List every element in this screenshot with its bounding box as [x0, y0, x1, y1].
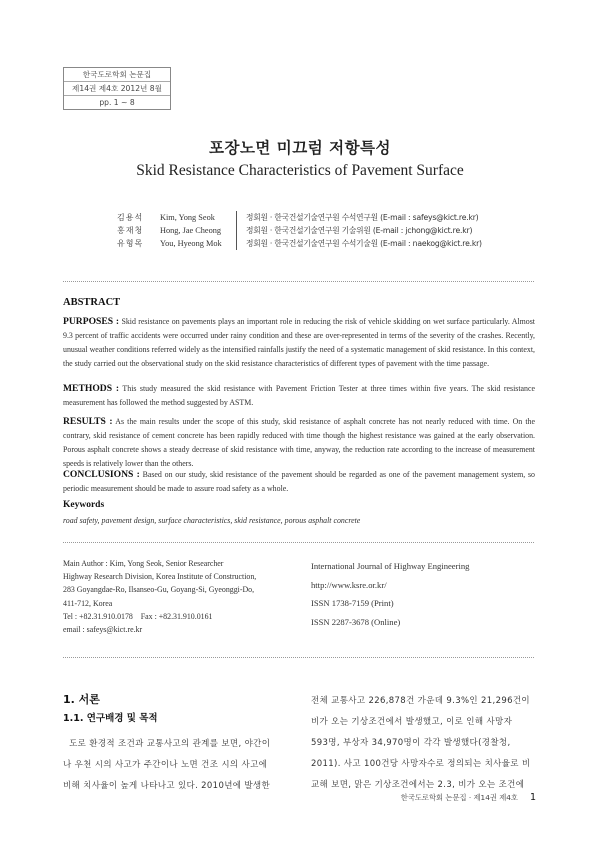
title-korean: 포장노면 미끄럼 저항특성 [209, 139, 391, 157]
contact-line: 411-712, Korea [63, 598, 113, 608]
results-text: As the main results under the scope of this study, skid resistance of asphalt concrete has not nearly reduced with time. On the contrary, skid resistance of cement concrete has been rapidly reduced with time though the highest resistance was gained at the early observation. Porous asphalt concrete shows a steady decrease of skid resistance with time, anyway, the reduction rate according to the increase of measurement speeds is relatively lower than the others. [63, 417, 536, 468]
author-divider [236, 237, 237, 250]
page-footer [401, 792, 536, 803]
author-divider [236, 211, 237, 224]
author-affiliation: 정회원 · 한국건설기술연구원 기술위원 (E-mail : jchong@kict.re.kr) [246, 226, 473, 235]
journal-details [311, 557, 469, 631]
author-name-en: Hong, Jae Cheong [160, 226, 222, 235]
issn-print: ISSN 1738-7159 (Print) [311, 598, 394, 609]
author-row [117, 237, 482, 250]
author-contact [63, 557, 256, 636]
journal-info-box [63, 67, 171, 110]
body-line: 2011). 사고 100건당 사망자수로 정의되는 치사율로 비 [311, 759, 531, 769]
author-affiliation: 정회원 · 한국건설기술연구원 수석기술원 (E-mail : naekog@kict.re.kr) [246, 239, 482, 248]
purposes-text: Skid resistance on pavements plays an important role in reducing the risk of vehicle skidding on wet surface particularly. Almost 9.3 percent of traffic accidents were occurred under rainy condition and these are over-represented in terms of the severity of the crashes. Recently, unusual weather conditions referred widely as the intensified rainfalls justify the need of a systematic management of skid resistance. In this context, the study carried out the observational study on the skid resistance characteristics of different types of pavement with the time passage. [63, 317, 535, 368]
author-list [117, 211, 482, 250]
divider [63, 542, 534, 543]
contact-line: Highway Research Division, Korea Institute of Construction, [63, 572, 257, 582]
abstract-methods [63, 382, 535, 410]
methods-text: This study measured the skid resistance with Pavement Friction Tester at three times within five years. The skid resistance measurement has followed the method suggested by ASTM. [63, 384, 536, 407]
divider [63, 657, 534, 658]
journal-pages: pp. 1 ~ 8 [99, 98, 135, 107]
abstract-conclusions [63, 468, 535, 496]
body-line: 비해 치사율이 높게 나타나고 있다. 2010년에 발생한 [63, 781, 271, 791]
journal-name: 한국도로학회 논문집 [64, 68, 170, 82]
conclusions-text: Based on our study, skid resistance of the pavement should be regarded as one of the pavement management system, so periodic measurement should be made to assure road safety as a whole. [63, 470, 535, 493]
results-label: RESULTS : [63, 416, 113, 427]
subsection-heading: 1.1. 연구배경 및 목적 [63, 713, 158, 724]
abstract-heading: ABSTRACT [63, 297, 121, 308]
journal-title: International Journal of Highway Engineering [311, 561, 470, 571]
contact-line: Main Author : Kim, Yong Seok, Senior Researcher [63, 559, 224, 568]
abstract-purposes [63, 315, 535, 371]
body-line: 비가 오는 기상조건에서 발생했고, 이로 인해 사망자 [311, 717, 513, 727]
journal-volume: 제14권 제4호 2012년 8월 [64, 82, 170, 96]
body-line: 593명, 부상자 34,970명이 각각 발생했다(경찰청, [311, 738, 511, 748]
keywords-text: road safety, pavement design, surface characteristics, skid resistance, porous asphalt concrete [63, 516, 361, 525]
contact-line: email : safeys@kict.re.kr [63, 625, 143, 635]
author-name-ko: 홍재청 [117, 226, 144, 235]
body-right-column [311, 691, 541, 796]
contact-line: Tel : +82.31.910.0178 Fax : +82.31.910.0161 [63, 611, 213, 621]
divider [63, 281, 534, 282]
title-english: Skid Resistance Characteristics of Pavement Surface [136, 162, 464, 179]
footer-journal: 한국도로학회 논문집 · 제14권 제4호 [400, 793, 518, 802]
author-name-en: Kim, Yong Seok [160, 213, 215, 222]
body-line: 나 우천 시의 사고가 주간이나 노면 건조 시의 사고에 [63, 760, 268, 770]
methods-label: METHODS : [63, 383, 120, 394]
body-line: 교해 보면, 맑은 기상조건에서는 2.3, 비가 오는 조건에 [311, 780, 525, 790]
author-affiliation: 정회원 · 한국건설기술연구원 수석연구원 (E-mail : safeys@kict.re.kr) [246, 213, 479, 222]
abstract-results [63, 415, 535, 471]
issn-online: ISSN 2287-3678 (Online) [311, 616, 401, 627]
author-name-ko: 유형목 [117, 239, 144, 248]
section-heading: 1. 서론 [63, 693, 100, 706]
purposes-label: PURPOSES : [63, 316, 120, 327]
body-left-column [63, 734, 293, 797]
author-divider [236, 224, 237, 237]
body-line: 전체 교통사고 226,878건 가운데 9.3%인 21,296건이 [311, 696, 530, 706]
body-line: 도로 환경적 조건과 교통사고의 관계를 보면, 야간이 [63, 739, 271, 749]
author-name-en: You, Hyeong Mok [160, 239, 222, 248]
author-row [117, 224, 482, 237]
journal-url: http://www.ksre.or.kr/ [311, 579, 387, 590]
conclusions-label: CONCLUSIONS : [63, 469, 140, 480]
author-name-ko: 김용석 [117, 213, 144, 222]
contact-line: 283 Goyangdae-Ro, Ilsanseo-Gu, Goyang-Si, Gyeonggi-Do, [63, 585, 255, 595]
keywords-heading: Keywords [63, 500, 105, 510]
page-number: 1 [529, 792, 536, 803]
author-row [117, 211, 482, 224]
